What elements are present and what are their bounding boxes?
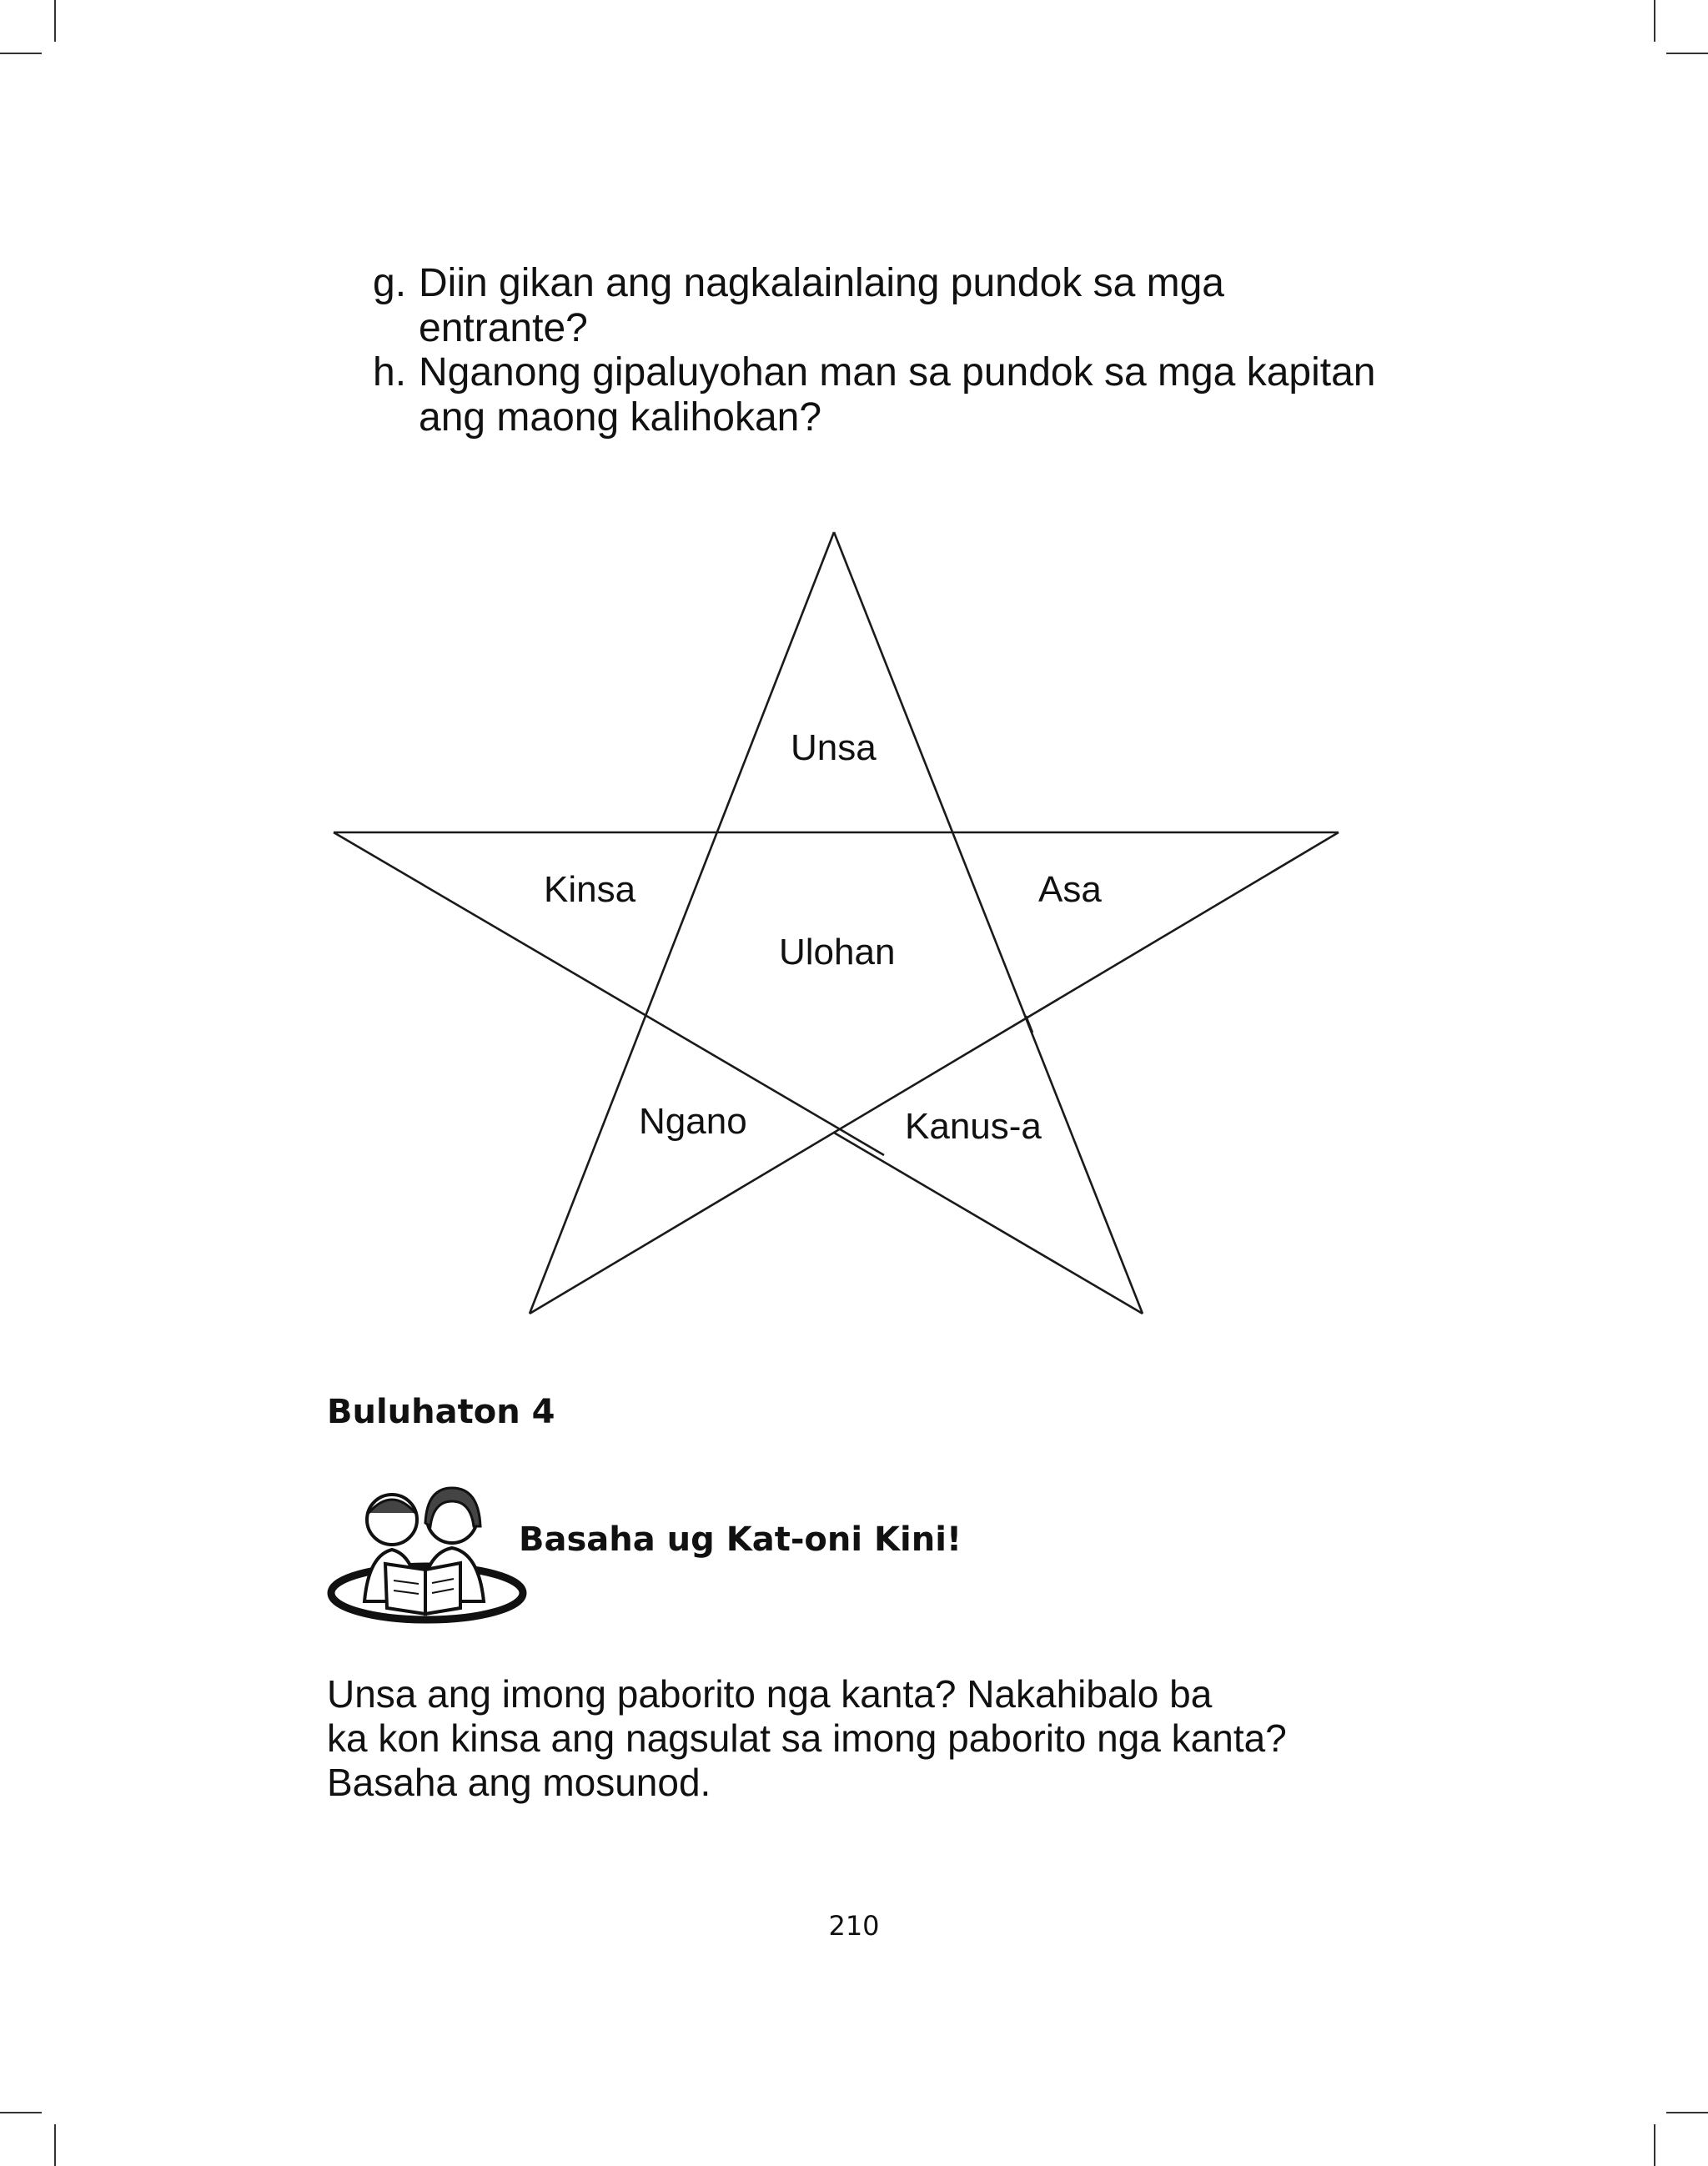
section-title: Buluhaton 4 (327, 1393, 555, 1431)
intro-paragraph (327, 1672, 1494, 1805)
star-edge (530, 832, 1339, 1314)
star-label-bottom-right: Kanus-a (905, 1106, 1042, 1147)
star-mark (1026, 1016, 1032, 1033)
question-line: Diin gikan ang nagkalainlaing pundok sa mga (419, 261, 1224, 305)
question-line: Nganong gipaluyohan man sa pundok sa mga kapitan (419, 350, 1376, 395)
star-label-left: Kinsa (544, 869, 636, 910)
star-label-right: Asa (1038, 869, 1102, 910)
star-label-bottom-left: Ngano (639, 1101, 747, 1142)
paragraph-line: Basaha ang mosunod. (327, 1761, 711, 1804)
question-letter: h. (373, 350, 407, 395)
star-edge (530, 532, 834, 1314)
activity-title: Basaha ug Kat-oni Kini! (519, 1520, 962, 1559)
page-number: 210 (828, 1910, 880, 1942)
question-letter: g. (373, 261, 407, 305)
star-edge (834, 1133, 1143, 1314)
question-line: entrante? (419, 306, 588, 350)
question-line: ang maong kalihokan? (419, 395, 822, 440)
paragraph-line: Unsa ang imong paborito nga kanta? Nakahibalo ba (327, 1672, 1213, 1716)
children-reading-icon (327, 1476, 527, 1626)
paragraph-line: ka kon kinsa ang nagsulat sa imong paborito nga kanta? (327, 1716, 1287, 1760)
star-label-top: Unsa (791, 727, 877, 768)
star-label-center: Ulohan (779, 932, 896, 972)
star-edge (834, 532, 1143, 1314)
